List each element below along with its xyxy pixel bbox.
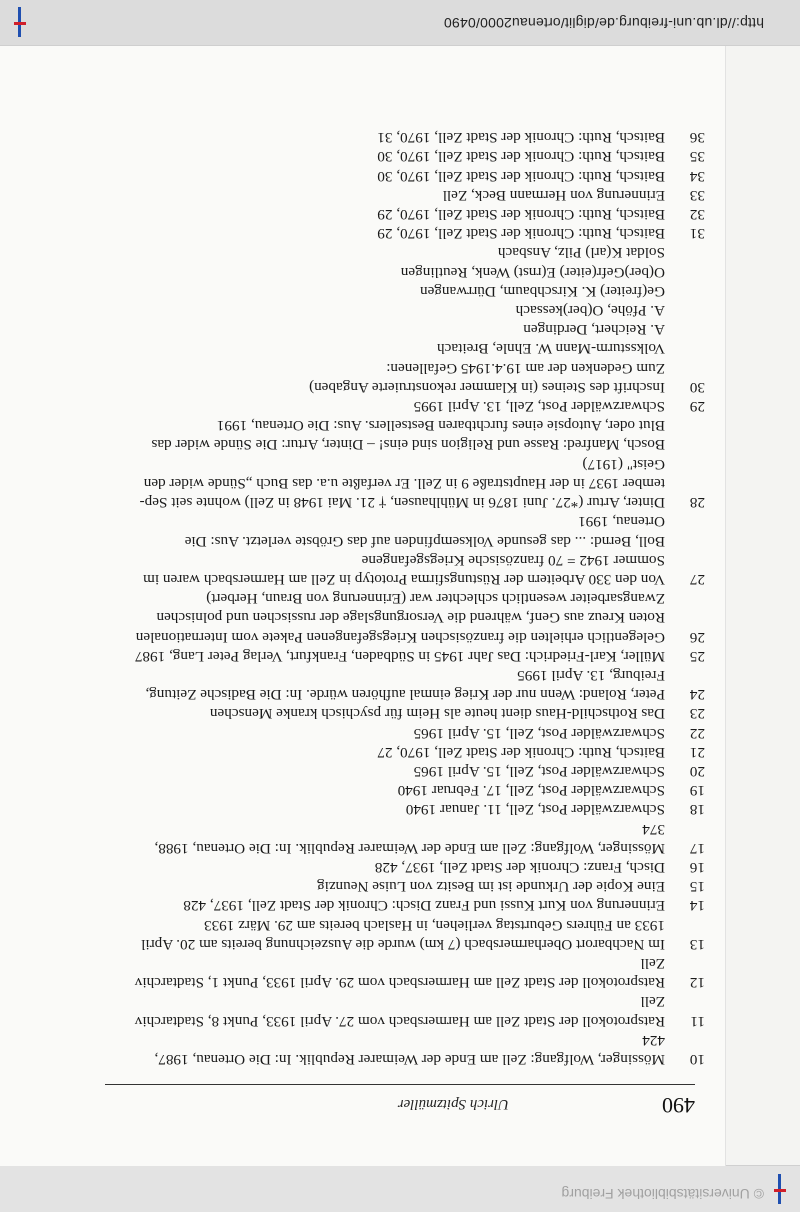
endnote-text [105,723,665,742]
endnote-text [105,1031,665,1069]
endnote-line: Baitsch, Ruth: Chronik der Stadt Zell, 1970, 27 [377,743,665,761]
endnote-text [105,589,665,647]
endnote-text [105,781,665,800]
endnote-line: Von den 330 Arbeitern der Rüstungsfirma Prototyp in Zell am Harmersbach waren im [143,570,665,588]
endnote-item [105,858,705,877]
endnote-item [105,762,705,781]
endnote-text [105,896,665,915]
endnote-number: 28 [689,494,705,512]
endnote-line: Gelegentlich erhielten die französischen Kriegsgefangenen Pakete vom Internationalen [135,628,665,646]
endnote-number: 35 [689,148,705,166]
endnote-item [105,147,705,166]
endnote-number: 16 [689,858,705,876]
endnote-number: 36 [689,129,705,147]
endnote-text [105,647,665,666]
endnote-line: 1933 an Führers Geburtstag verliehen, in Haslach bereits am 29. März 1933 [204,916,665,934]
endnote-line: Müller, Karl-Friedrich: Das Jahr 1945 in Südbaden, Frankfurt, Verlag Peter Lang, 1987 [134,647,665,665]
endnote-text [105,224,665,243]
endnote-line: Dinter, Artur (*27. Juni 1876 in Mühlhausen, † 21. Mai 1948 in Zell) wohnte seit Sep- [139,494,665,512]
endnote-line: Schwarzwälder Post, Zell, 17. Februar 1940 [397,782,665,800]
endnote-line: Boll, Bernd: ... das gesunde Volksempfinden auf das Gröbste verletzt. Aus: Die [184,532,665,550]
endnote-line: Schwarzwälder Post, Zell, 11. Januar 1940 [405,801,665,819]
endnote-item [105,800,705,819]
endnote-line: tember 1937 in der Hauptstraße 9 in Zell. Er verfaßte u.a. das Buch „Sünde wider den [143,474,665,492]
endnote-number: 27 [689,570,705,588]
endnote-text [105,800,665,819]
endnote-number: 18 [689,801,705,819]
endnote-number: 32 [689,206,705,224]
running-head-author: Ulrich Spitzmüller [397,1096,509,1112]
watermark-text: © Universitätsbibliothek Freiburg [561,1186,764,1202]
endnote-text [105,128,665,147]
endnote-text [105,819,665,857]
endnote-line: Blut oder, Autopsie eines furchtbaren Bestsellers. Aus: Die Ortenau, 1991 [216,417,665,435]
endnote-item [105,819,705,857]
endnote-line: Zell [640,954,665,972]
endnote-number: 10 [689,1051,705,1068]
endnote-text [105,704,665,723]
endnote-number: 11 [690,1012,705,1030]
endnote-text [105,186,665,205]
endnote-text [105,762,665,781]
endnote-line: Baitsch, Ruth: Chronik der Stadt Zell, 1970, 30 [377,148,665,166]
endnote-line: Disch, Franz: Chronik der Stadt Zell, 1937, 428 [374,858,665,876]
endnote-line: Im Nachbarort Oberharmersbach (7 km) wurde die Auszeichnung bereits am 20. April [141,935,665,953]
endnote-number: 19 [689,782,705,800]
endnote-line: Schwarzwälder Post, Zell, 15. April 1965 [413,762,665,780]
endnote-number: 15 [689,878,705,896]
endnote-item [105,416,705,512]
endnote-line: Eine Kopie der Urkunde ist im Besitz von Luise Neunzig [317,878,665,896]
endnote-number: 31 [689,225,705,243]
endnote-text [105,512,665,589]
endnote-item [105,397,705,416]
header-rule [105,1084,695,1085]
endnote-item [105,915,705,953]
endnote-line: Ratsprotokoll der Stadt Zell am Harmersbach vom 29. April 1933, Punkt 1, Stadtarchiv [134,974,665,992]
endnote-line: Volkssturm-Mann W. Ehnle, Breitach [437,340,665,358]
endnote-line: Sommer 1942 = 70 französische Kriegsgefangene [361,551,665,569]
endnote-line: 374 [642,820,665,838]
endnote-text [105,666,665,704]
endnote-item [105,647,705,666]
endnote-line: Bosch, Manfred: Rasse und Religion sind eins! – Dinter, Artur: Die Sünde wider das [151,436,665,454]
endnote-text [105,166,665,185]
endnote-number: 14 [689,897,705,915]
endnote-item [105,992,705,1030]
footer-bar [0,0,800,46]
endnote-line: A. Pföhe, O(ber)kessach [515,302,665,320]
endnote-text [105,416,665,512]
endnote-line: Ortenau, 1991 [578,513,665,531]
endnote-text [105,877,665,896]
endnote-item [105,205,705,224]
endnote-line: Baitsch, Ruth: Chronik der Stadt Zell, 1970, 29 [377,206,665,224]
endnote-line: 424 [642,1031,665,1049]
endnote-line: Zell [640,993,665,1011]
endnote-line: Freiburg, 13. April 1995 [517,666,665,684]
endnote-number: 12 [689,974,705,992]
endnote-line: Zum Gedenken der am 19.4.1945 Gefallenen: [386,359,665,377]
endnote-text [105,397,665,416]
endnote-number: 30 [689,378,705,396]
watermark-bar [0,1165,800,1212]
endnote-line: Erinnerung von Hermann Beck, Zell [442,186,665,204]
endnote-number: 17 [689,839,705,857]
endnote-item [105,166,705,185]
endnote-number: 34 [689,167,705,185]
endnote-item [105,128,705,147]
book-page [0,46,726,1166]
endnote-item [105,243,705,397]
endnote-number: 25 [689,647,705,665]
endnote-line: Geist" (1917) [582,455,665,473]
endnote-text [105,147,665,166]
endnotes-list [105,128,705,1069]
endnote-line: Ratsprotokoll der Stadt Zell am Harmersbach vom 27. April 1933, Punkt 8, Stadtarchiv [134,1012,665,1030]
library-logo-icon [774,1174,786,1204]
endnote-line: Soldat K(arl) Pilz, Ansbach [497,244,665,262]
endnote-item [105,723,705,742]
endnote-line: Erinnerung von Kurt Kussi und Franz Disch: Chronik der Stadt Zell, 1937, 428 [183,897,665,915]
endnote-text [105,992,665,1030]
endnote-line: Schwarzwälder Post, Zell, 15. April 1965 [413,724,665,742]
endnote-item [105,704,705,723]
endnote-number: 33 [689,186,705,204]
endnote-line: Das Rothschild-Haus dient heute als Heim für psychisch kranke Menschen [209,705,665,723]
endnote-item [105,186,705,205]
endnote-text [105,743,665,762]
endnote-line: Roten Kreuz aus Genf, während die Versorgungslage der russischen und polnischen [156,609,665,627]
endnote-line: Peter, Roland: Wenn nur der Krieg einmal aufhören würde. In: Die Badische Zeitung, [145,686,665,704]
endnote-line: Mössinger, Wolfgang: Zell am Ende der Weimarer Republik. In: Die Ortenau, 1988, [154,839,665,857]
endnote-item [105,954,705,992]
endnote-line: Zwangsarbeiter wesentlich schlechter war (Erinnerung von Braun, Herbert) [206,590,665,608]
endnote-text [105,205,665,224]
endnote-number: 20 [689,762,705,780]
endnote-number: 23 [689,705,705,723]
endnote-item [105,1031,705,1069]
page-number: 490 [662,1093,695,1118]
endnote-text [105,954,665,992]
endnote-number: 29 [689,398,705,416]
endnote-item [105,877,705,896]
endnote-text [105,243,665,397]
endnote-item [105,224,705,243]
endnote-item [105,512,705,589]
endnote-line: Mössinger, Wolfgang: Zell am Ende der Weimarer Republik. In: Die Ortenau, 1987, [154,1051,665,1068]
endnote-number: 26 [689,628,705,646]
endnote-number: 21 [689,743,705,761]
endnote-text [105,858,665,877]
library-logo-icon [14,7,26,37]
endnote-item [105,896,705,915]
endnote-line: A. Reichert, Derdingen [523,321,665,339]
source-url[interactable]: http://dl.ub.uni-freiburg.de/diglit/ortenau2000/0490 [443,15,764,31]
endnote-line: Inschrift des Steines (in Klammer rekonstruierte Angaben) [309,378,665,396]
endnote-number: 24 [689,686,705,704]
endnote-line: Ge(freiter) K. Kirschbaum, Dürrwangen [419,282,665,300]
endnote-text [105,915,665,953]
endnote-item [105,743,705,762]
endnote-line: Baitsch, Ruth: Chronik der Stadt Zell, 1970, 29 [377,225,665,243]
endnote-line: Baitsch, Ruth: Chronik der Stadt Zell, 1970, 30 [377,167,665,185]
endnote-line: Baitsch, Ruth: Chronik der Stadt Zell, 1970, 31 [377,129,665,147]
endnote-number: 13 [689,935,705,953]
endnote-item [105,666,705,704]
endnote-item [105,781,705,800]
endnote-number: 22 [689,724,705,742]
endnote-item [105,589,705,647]
endnote-line: O(ber)Gefr(eiter) E(rnst) Wenk, Reutlingen [400,263,665,281]
endnote-line: Schwarzwälder Post, Zell, 13. April 1995 [413,398,665,416]
